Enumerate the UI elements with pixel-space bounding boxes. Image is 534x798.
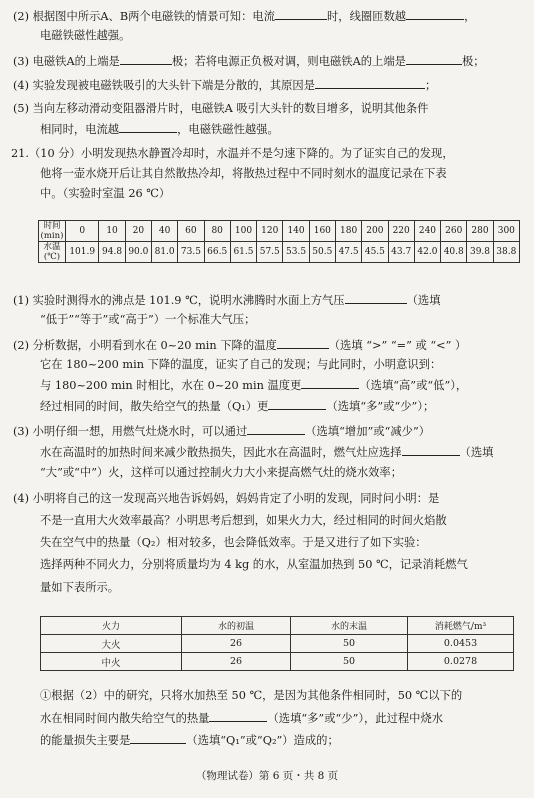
time-cell: 220 <box>388 221 414 242</box>
text: (2) 根据图中所示A、B两个电磁铁的情景可知：电流 <box>13 10 275 23</box>
q21-part4-line2: 不是一直用大火效率最高？小明思考后想到，如果火力大，经过相同的时间火焰散 <box>40 514 447 527</box>
temp-cell: 66.5 <box>204 242 230 263</box>
time-cell: 40 <box>151 221 177 242</box>
text: （选填“高”或“低”）， <box>359 379 468 392</box>
time-cell: 60 <box>178 221 204 242</box>
temperature-table <box>38 220 520 263</box>
cell: 0.0453 <box>408 635 514 653</box>
time-cell: 0 <box>66 221 99 242</box>
q21-part4-line4: 选择两种不同火力，分别将质量均为 4 kg 的水，从室温加热到 50 ℃，记录消耗燃气 <box>40 558 468 571</box>
temp-cell: 61.5 <box>230 242 256 263</box>
text: (1) 实验时测得水的沸点是 101.9 ℃，说明水沸腾时水面上方气压 <box>13 294 345 307</box>
temp-cell: 73.5 <box>178 242 204 263</box>
answer-blank[interactable] <box>301 377 359 389</box>
cell: 26 <box>182 653 291 671</box>
q21-sub1-line2 <box>40 710 443 726</box>
q21-part2-line2: 它在 180~200 min 下降的温度，证实了自己的发现；与此同时，小明意识到： <box>40 358 442 371</box>
text: （选填 “>” “=” 或 “<” ） <box>328 339 467 352</box>
temp-cell: 38.8 <box>493 242 519 263</box>
q20-part2-line2: 电磁铁磁性越强。 <box>40 29 131 42</box>
q21-part2-line3 <box>40 377 467 393</box>
q20-part3 <box>13 53 485 69</box>
temperature-header: 水温 (℃) <box>39 242 66 263</box>
temp-cell: 101.9 <box>66 242 99 263</box>
time-cell: 260 <box>441 221 467 242</box>
temp-cell: 47.5 <box>335 242 361 263</box>
page-footer: （物理试卷）第 6 页・共 8 页 <box>195 770 339 782</box>
time-cell: 180 <box>335 221 361 242</box>
text: 相同时，电流越 <box>40 123 120 136</box>
answer-blank[interactable] <box>247 423 305 435</box>
temp-cell: 57.5 <box>257 242 283 263</box>
text: 与 180~200 min 时相比，水在 0~20 min 温度更 <box>40 379 302 392</box>
text: 极； <box>461 55 485 68</box>
answer-blank[interactable] <box>209 710 267 722</box>
text: （选填 <box>459 446 494 459</box>
cell: 50 <box>291 635 408 653</box>
q21-part3-line3: “大”或“中”）火，这样可以通过控制火力大小来提高燃气灶的烧水效率； <box>40 466 403 479</box>
column-header: 水的初温 <box>182 617 291 635</box>
text: (4) 实验发现被电磁铁吸引的大头针下端是分散的，其原因是 <box>13 79 316 92</box>
temp-cell: 45.5 <box>362 242 388 263</box>
cell: 大火 <box>41 635 182 653</box>
answer-blank[interactable] <box>119 121 177 133</box>
temp-cell: 81.0 <box>151 242 177 263</box>
text: ； <box>425 79 437 92</box>
q21-part2-line1 <box>13 337 466 353</box>
q21-intro-line3: 中。（实验时室温 26 ℃） <box>40 187 171 200</box>
q20-part5-line1: (5) 当向左移动滑动变阻器滑片时，电磁铁A 吸引大头针的数目增多，说明其他条件 <box>13 102 429 115</box>
temp-cell: 50.5 <box>309 242 335 263</box>
temp-cell: 43.7 <box>388 242 414 263</box>
text: （选填“多”或“少”）； <box>326 400 435 413</box>
text: （选填“Q₁”或“Q₂”）造成的； <box>186 734 339 747</box>
text: (3) 电磁铁A的上端是 <box>13 55 120 68</box>
answer-blank[interactable] <box>277 337 329 349</box>
q21-part3-line2 <box>40 444 493 460</box>
q21-part3-line1 <box>13 423 430 439</box>
time-cell: 160 <box>309 221 335 242</box>
answer-blank[interactable] <box>345 292 407 304</box>
q21-intro-line1: 21.（10 分）小明发现热水静置冷却时，水温并不是匀速下降的。为了证实自己的发现， <box>11 147 454 160</box>
q20-part4 <box>13 77 436 93</box>
text: （选填“增加”或“减少”） <box>305 425 431 438</box>
text: （选填“多”或“少”），此过程中烧水 <box>267 712 444 725</box>
table-row <box>41 653 514 671</box>
q21-part4-line3: 失在空气中的热量（Q₂）相对较多，也会降低效率。于是又进行了如下实验： <box>40 536 427 549</box>
text: 水在高温时的加热时间来减少散热损失，因此水在高温时，燃气灶应选择 <box>40 446 402 459</box>
temp-cell: 94.8 <box>99 242 125 263</box>
time-cell: 120 <box>257 221 283 242</box>
temp-cell: 42.0 <box>414 242 440 263</box>
answer-blank[interactable] <box>402 444 460 456</box>
q21-part1-line1 <box>13 292 441 308</box>
answer-blank[interactable] <box>130 732 186 744</box>
column-header: 火力 <box>41 617 182 635</box>
q21-sub1-line1: ①根据（2）中的研究，只将水加热至 50 ℃，是因为其他条件相同时，50 ℃以下的 <box>40 689 463 702</box>
time-cell: 200 <box>362 221 388 242</box>
time-row <box>39 221 520 242</box>
text: 经过相同的时间，散失给空气的热量（Q₁）更 <box>40 400 269 413</box>
gas-consumption-table <box>40 616 514 671</box>
table-row <box>41 635 514 653</box>
time-cell: 10 <box>99 221 125 242</box>
cell: 26 <box>182 635 291 653</box>
temp-cell: 90.0 <box>125 242 151 263</box>
answer-blank[interactable] <box>406 8 464 20</box>
answer-blank[interactable] <box>406 53 462 65</box>
q21-part4-line1: (4) 小明将自己的这一发现高兴地告诉妈妈，妈妈肯定了小明的发现，同时问小明：是 <box>13 492 440 505</box>
time-cell: 20 <box>125 221 151 242</box>
q21-part2-line4 <box>40 398 434 414</box>
q21-part1-line2: “低于”“等于”或“高于”）一个标准大气压； <box>40 313 256 326</box>
temp-cell: 40.8 <box>441 242 467 263</box>
text: 极；若将电源正负极对调，则电磁铁A的上端是 <box>171 55 406 68</box>
header-row <box>41 617 514 635</box>
answer-blank[interactable] <box>275 8 327 20</box>
temp-cell: 39.8 <box>467 242 493 263</box>
q21-intro-line2: 他将一壶水烧开后让其自然散热冷却，将散热过程中不同时刻水的温度记录在下表 <box>40 167 447 180</box>
text: ，电磁铁磁性越强。 <box>177 123 279 136</box>
answer-blank[interactable] <box>120 53 172 65</box>
q20-part5-line2 <box>40 121 279 137</box>
time-cell: 280 <box>467 221 493 242</box>
column-header: 消耗燃气/m³ <box>408 617 514 635</box>
time-cell: 80 <box>204 221 230 242</box>
text: 时，线圈匝数越 <box>327 10 407 23</box>
text: （选填 <box>406 294 441 307</box>
text: 的能量损失主要是 <box>40 734 131 747</box>
cell: 50 <box>291 653 408 671</box>
text: (3) 小明仔细一想，用燃气灶烧水时，可以通过 <box>13 425 248 438</box>
time-cell: 300 <box>493 221 519 242</box>
time-cell: 240 <box>414 221 440 242</box>
column-header: 水的末温 <box>291 617 408 635</box>
cell: 中火 <box>41 653 182 671</box>
time-cell: 100 <box>230 221 256 242</box>
text: ， <box>464 10 476 23</box>
q21-part4-line5: 量如下表所示。 <box>40 581 120 594</box>
cell: 0.0278 <box>408 653 514 671</box>
answer-blank[interactable] <box>268 398 326 410</box>
text: 水在相同时间内散失给空气的热量 <box>40 712 210 725</box>
answer-blank[interactable] <box>315 77 425 89</box>
time-cell: 140 <box>283 221 309 242</box>
q20-part2-line1 <box>13 8 475 24</box>
q21-sub1-line3 <box>40 732 339 748</box>
temp-cell: 53.5 <box>283 242 309 263</box>
text: (2) 分析数据，小明看到水在 0~20 min 下降的温度 <box>13 339 277 352</box>
time-header: 时间 (min) <box>39 221 66 242</box>
temperature-row <box>39 242 520 263</box>
